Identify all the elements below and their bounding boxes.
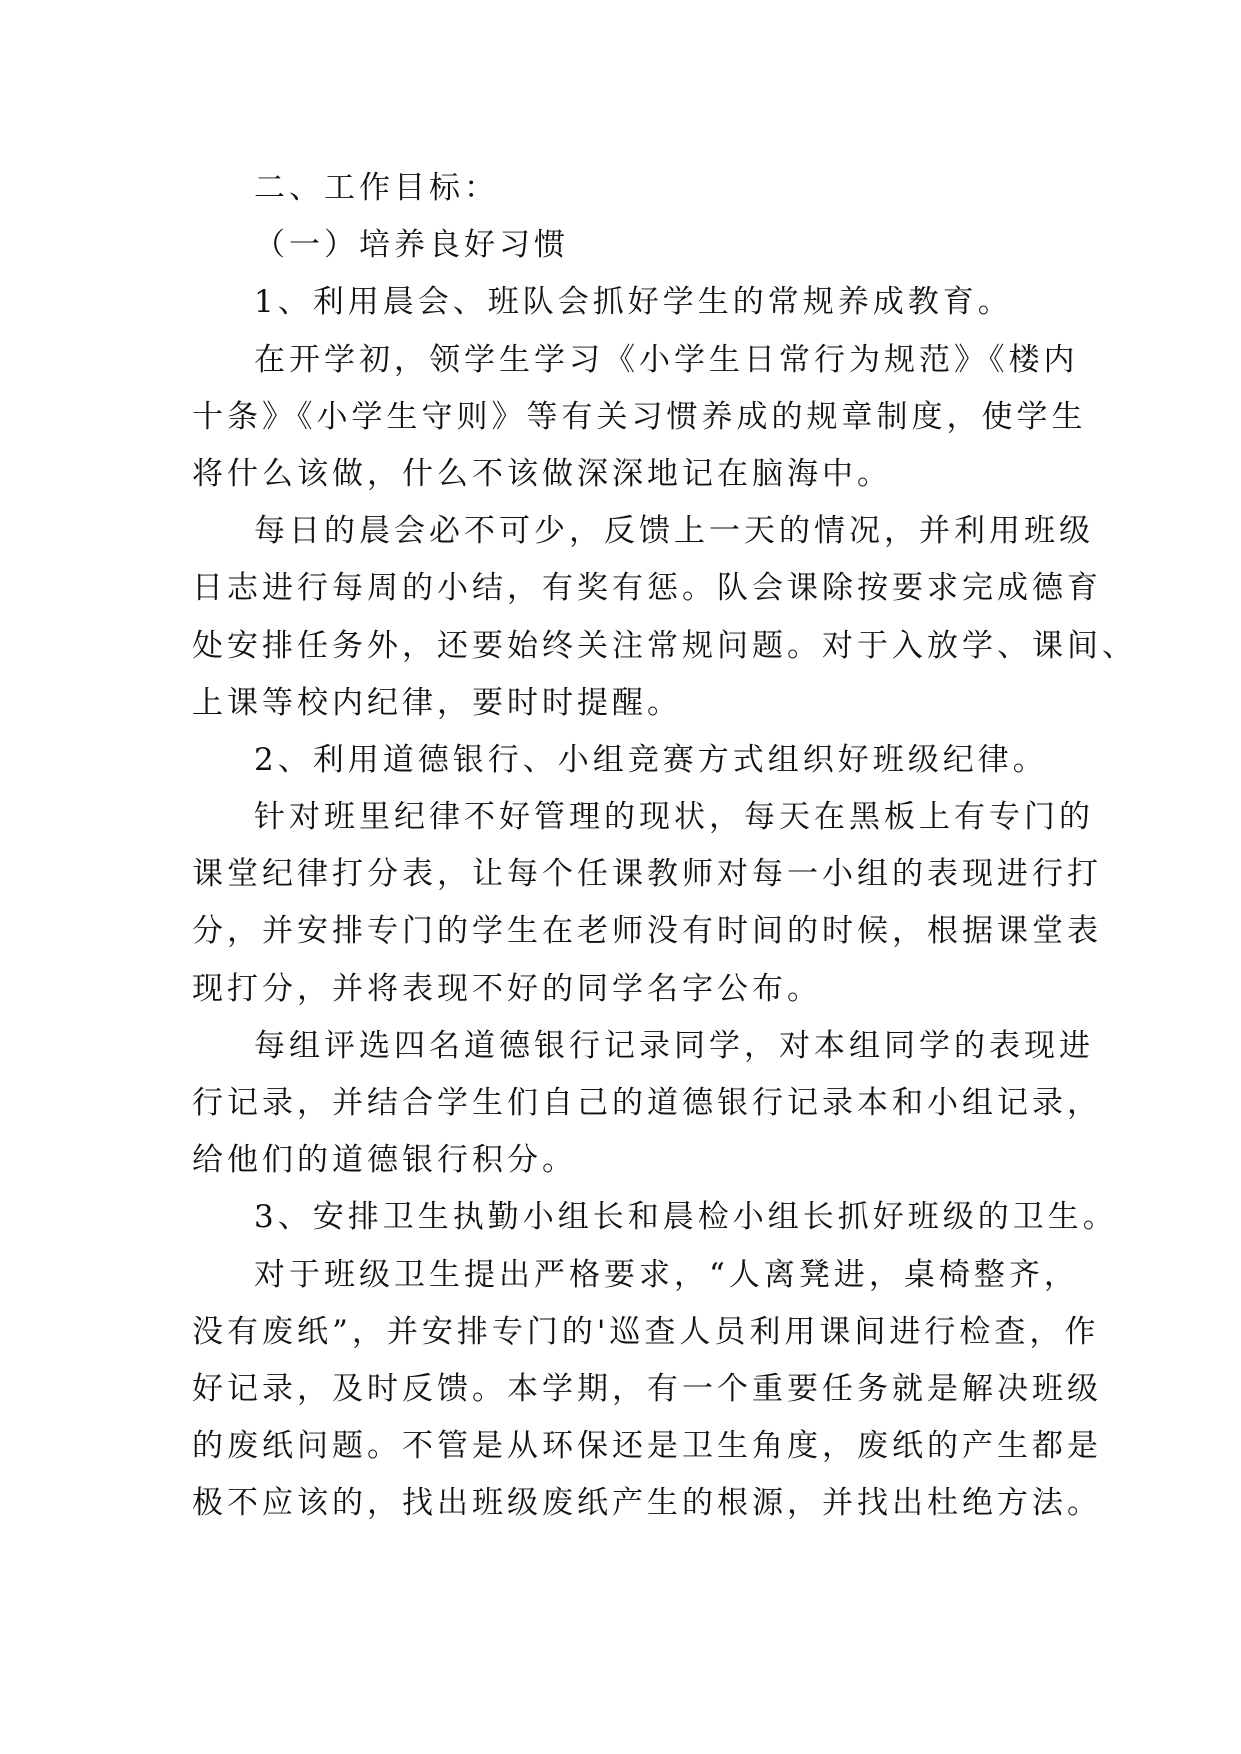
paragraph-line: 的废纸问题。不管是从环保还是卫生角度，废纸的产生都是 (192, 1428, 1102, 1465)
paragraph-line: 行记录，并结合学生们自己的道德银行记录本和小组记录， (192, 1085, 1102, 1121)
paragraph-line: 每日的晨会必不可少，反馈上一天的情况，并利用班级 (254, 513, 1094, 550)
paragraph-line: 上课等校内纪律，要时时提醒。 (192, 684, 682, 721)
paragraph-line: 对于班级卫生提出严格要求，“人离凳进，桌椅整齐， (254, 1256, 1079, 1293)
paragraph-line: 极不应该的，找出班级废纸产生的根源，并找出杜绝方法。 (192, 1485, 1102, 1522)
paragraph-line: 课堂纪律打分表，让每个任课教师对每一小组的表现进行打 (192, 856, 1102, 893)
paragraph-line: 日志进行每周的小结，有奖有惩。队会课除按要求完成德育 (192, 570, 1102, 607)
paragraph-line: 每组评选四名道德银行记录同学，对本组同学的表现进 (254, 1027, 1094, 1064)
paragraph-line: 十条》《小学生守则》等有关习惯养成的规章制度，使学生 (192, 398, 1087, 435)
paragraph-line: 针对班里纪律不好管理的现状，每天在黑板上有专门的 (254, 799, 1094, 836)
paragraph-line: 给他们的道德银行积分。 (192, 1142, 577, 1179)
paragraph-line: 在开学初，领学生学习《小学生日常行为规范》《楼内 (254, 341, 1079, 378)
paragraph-line: 处安排任务外，还要始终关注常规问题。对于入放学、课间、 (192, 627, 1137, 664)
paragraph-line: 没有废纸”，并安排专门的'巡查人员利用课间进行检查，作 (192, 1313, 1100, 1350)
item-heading: 2、利用道德银行、小组竞赛方式组织好班级纪律。 (254, 741, 1048, 778)
item-heading: 1、利用晨会、班队会抓好学生的常规养成教育。 (254, 284, 1013, 321)
section-heading: 二、工作目标： (254, 170, 499, 206)
item-heading: 3、安排卫生执勤小组长和晨检小组长抓好班级的卫生。 (254, 1199, 1118, 1236)
document-body (192, 160, 1137, 1533)
paragraph-line: 分，并安排专门的学生在老师没有时间的时候，根据课堂表 (192, 913, 1102, 950)
paragraph-line: 将什么该做，什么不该做深深地记在脑海中。 (192, 455, 892, 492)
paragraph-line: 现打分，并将表现不好的同学名字公布。 (192, 970, 822, 1007)
paragraph-line: 好记录，及时反馈。本学期，有一个重要任务就是解决班级 (192, 1370, 1102, 1407)
subsection-heading: （一）培养良好习惯 (254, 227, 569, 264)
